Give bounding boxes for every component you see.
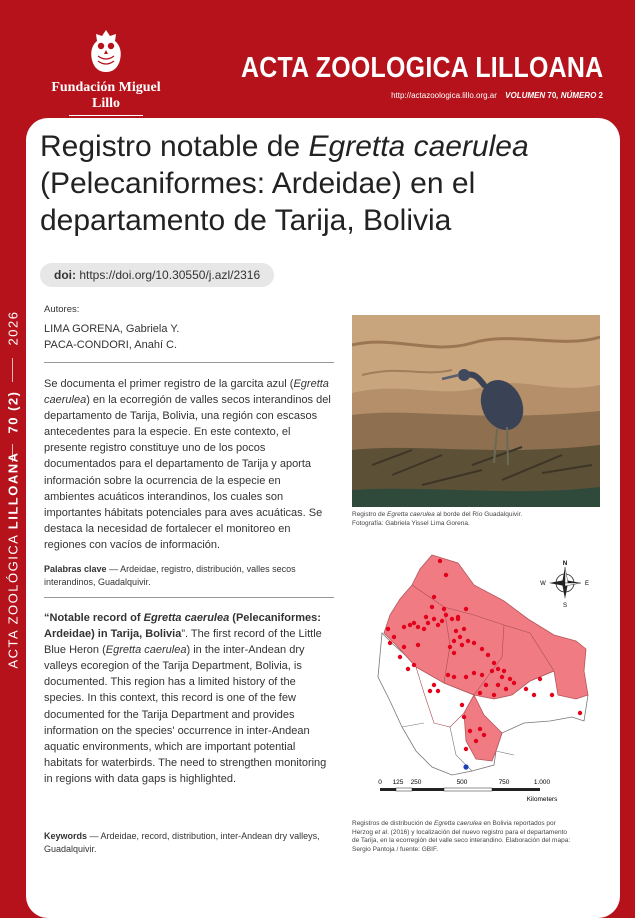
scale-tick: 500 [456, 779, 468, 786]
record-point [432, 595, 436, 599]
record-point [432, 683, 436, 687]
heron-photo [352, 315, 600, 507]
record-point [500, 675, 504, 679]
record-point [412, 621, 416, 625]
journal-url[interactable]: http://actazoologica.lillo.org.ar [391, 91, 497, 100]
record-point [428, 689, 432, 693]
record-point [480, 647, 484, 651]
sidebar-divider [12, 358, 13, 382]
foundation-logo [36, 28, 176, 130]
record-point [532, 693, 536, 697]
record-point [406, 667, 410, 671]
record-point [430, 605, 434, 609]
compass-rose-icon [549, 567, 581, 599]
map-caption: Registros de distribución de Egretta caerulea en Bolivia reportados por Herzog et al. (2016) y localización del nuevo registro para el departamento de Tarija, en la ecorregión del valle seco interandino. Elaboración del mapa: Sergio Pantoja / fuente: GBIF. [352, 820, 571, 853]
record-point [442, 607, 446, 611]
scale-tick: 1.000 [533, 779, 551, 786]
journal-meta [391, 91, 603, 100]
record-point [478, 727, 482, 731]
keywords-en: Keywords — Ardeidae, record, distribution, inter-Andean dry valleys, Guadalquivir. [44, 831, 320, 854]
record-point [444, 573, 448, 577]
author: LIMA GORENA, Gabriela Y. [44, 323, 180, 335]
scale-bar [380, 788, 540, 791]
new-record-point [463, 764, 468, 769]
record-point [426, 621, 430, 625]
distribution-map [354, 545, 600, 815]
scale-unit: Kilometers [526, 796, 558, 803]
record-point [468, 729, 472, 733]
photo-caption: Registro de Egretta caerulea al borde del Río Guadalquivir. Fotografía: Gabriela Yissel Lima Gorena. [352, 511, 523, 527]
scale-tick: 750 [498, 779, 510, 786]
record-point [452, 639, 456, 643]
record-point [436, 623, 440, 627]
record-point [422, 627, 426, 631]
record-point [452, 651, 456, 655]
record-point [472, 641, 476, 645]
record-point [490, 669, 494, 673]
journal-title: ACTA ZOOLOGICA LILLOANA [240, 52, 603, 84]
record-point [464, 747, 468, 751]
abstract-es: Se documenta el primer registro de la garcita azul (Egretta caerulea) en la ecorregión de valles secos interandinos del departamento de Tarija, Bolivia, una región con escasos antecedentes para la especie. En este contexto, el presente registro constituye uno de los pocos documentados para el departamento de Tarija y aporta información sobre la ocurrencia de la especie en ambientes acuáticos interandinos, los cuales son importantes hábitats potenciales para aves acuáticas. Se destaca la necesidad de fortalecer el monitoreo en regiones con vacíos de información. [44, 378, 331, 551]
doi-link[interactable]: https://doi.org/10.30550/j.azl/2316 [79, 268, 261, 282]
record-point [464, 607, 468, 611]
sidebar-year: 2026 [5, 310, 21, 346]
vertical-sidebar [0, 300, 26, 700]
keywords-es: Palabras clave — Ardeidae, registro, distribución, valles secos interandinos, Guadalquivir. [44, 564, 296, 587]
authors-list [44, 321, 179, 353]
heron-photo-image [352, 315, 600, 507]
owl-icon [86, 28, 126, 74]
bolivia-map [354, 545, 600, 815]
record-point [424, 615, 428, 619]
record-point [492, 661, 496, 665]
record-point [398, 655, 402, 659]
record-point [472, 671, 476, 675]
record-point [458, 635, 462, 639]
authors-label: Autores: [44, 304, 80, 315]
record-point [388, 641, 392, 645]
scale-tick: 250 [410, 779, 422, 786]
divider [44, 362, 334, 363]
record-point [578, 711, 582, 715]
record-point [392, 635, 396, 639]
author: PACA-CONDORI, Anahí C. [44, 339, 178, 351]
record-point [454, 629, 458, 633]
record-point [448, 645, 452, 649]
record-point [464, 675, 468, 679]
compass-n: N [562, 561, 568, 567]
record-point [460, 643, 464, 647]
record-point [402, 625, 406, 629]
article-title: Registro notable de Egretta caerulea (Pelecaniformes: Ardeidae) en el departamento de Tarija, Bolivia [40, 130, 529, 237]
record-point [462, 715, 466, 719]
record-point [482, 733, 486, 737]
volume-issue: VOLUMEN 70, NÚMERO 2 [505, 91, 603, 100]
record-point [444, 613, 448, 617]
compass-s: S [562, 603, 568, 609]
record-point [460, 703, 464, 707]
record-point [492, 693, 496, 697]
record-point [524, 687, 528, 691]
record-point [446, 673, 450, 677]
abstract-en: “Notable record of Egretta caerulea (Pelecaniformes: Ardeidae) in Tarija, Bolivia”. The first record of the Little Blue Heron (Egretta caerulea) in the inter-Andean dry valleys ecoregion of the Tarija Department, Bolivia, is documented. This region has a limited history of the species. In this context, this record is one of the few documented for the Tarija Department and provides information on the species' occurrence in inter-Andean aquatic environments, which are important potential habitats for waterbirds. The need to strengthen monitoring in regions with data gaps is highlighted. [44, 612, 327, 785]
record-point [538, 677, 542, 681]
scale-tick: 125 [392, 779, 404, 786]
record-point [432, 617, 436, 621]
sidebar-volume: 70 (2) [5, 390, 21, 434]
doi-badge[interactable]: doi: https://doi.org/10.30550/j.azl/2316 [40, 263, 274, 287]
record-point [402, 645, 406, 649]
record-point [462, 627, 466, 631]
journal-header [0, 0, 635, 118]
record-point [412, 663, 416, 667]
divider [44, 597, 334, 598]
foundation-name: Fundación Miguel Lillo [51, 80, 161, 111]
record-point [484, 683, 488, 687]
record-point [466, 639, 470, 643]
record-point [416, 643, 420, 647]
record-point [456, 617, 460, 621]
record-point [480, 673, 484, 677]
compass-e: E [584, 581, 590, 587]
record-point [508, 677, 512, 681]
record-point [496, 683, 500, 687]
record-point [440, 619, 444, 623]
record-point [512, 681, 516, 685]
record-point [504, 687, 508, 691]
record-point [386, 627, 390, 631]
sidebar-journal: ACTA ZOOLÓGICA LILLOANA [5, 451, 21, 669]
record-point [416, 625, 420, 629]
record-point [550, 693, 554, 697]
record-point [408, 623, 412, 627]
record-point [438, 559, 442, 563]
scale-tick: 0 [378, 779, 382, 786]
record-point [474, 739, 478, 743]
record-point [502, 669, 506, 673]
record-point [478, 691, 482, 695]
record-point [486, 653, 490, 657]
record-point [450, 617, 454, 621]
compass-w: W [540, 581, 546, 587]
record-point [496, 667, 500, 671]
record-point [436, 689, 440, 693]
record-point [452, 675, 456, 679]
